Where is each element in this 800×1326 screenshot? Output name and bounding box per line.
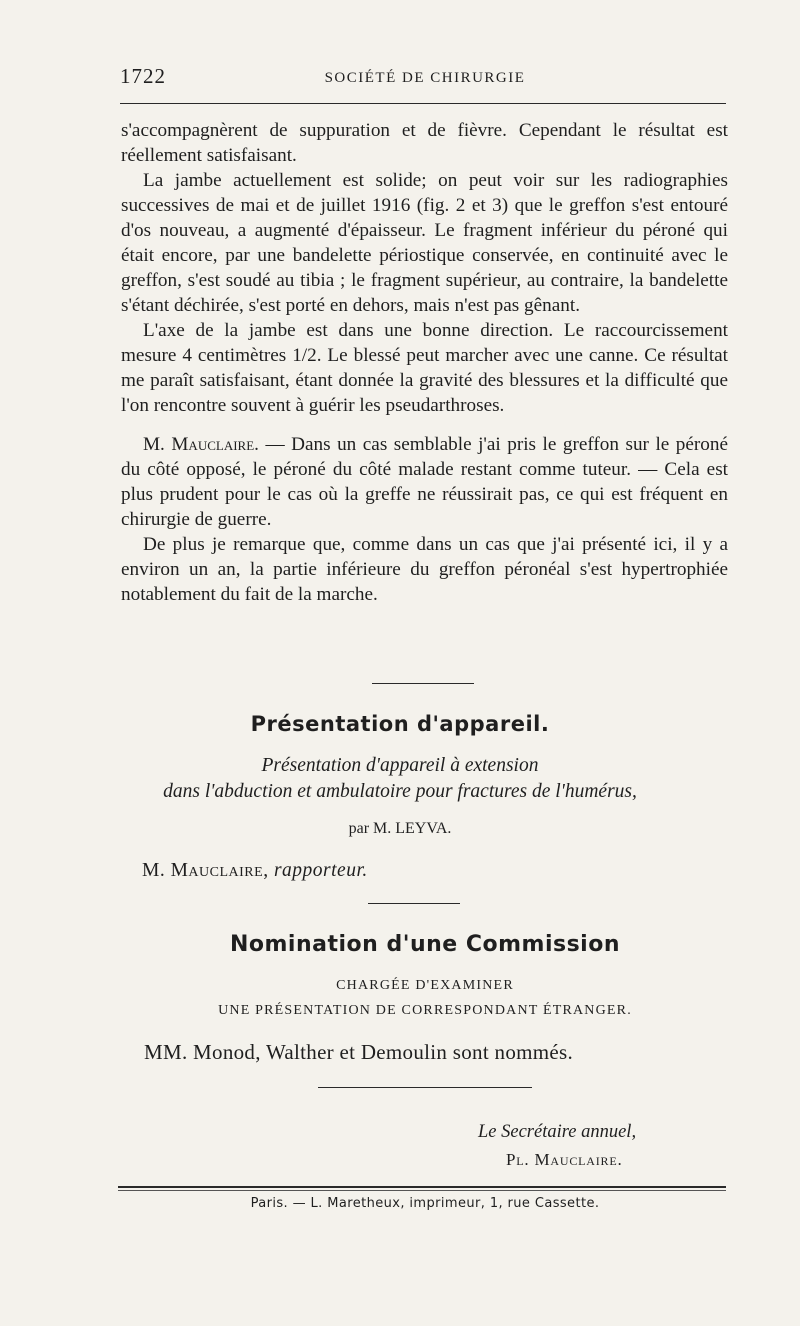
- rapporteur-name: M. Mauclaire,: [142, 860, 269, 881]
- section-divider-2: [368, 903, 460, 904]
- paragraph-4: [121, 432, 728, 532]
- page-header: [120, 64, 730, 94]
- paragraph-5: De plus je remarque que, comme dans un cas que j'ai présenté ici, il y a environ un an, la partie inférieure du greffon péronéal s'est hypertrophiée notablement du fait de la marche.: [121, 534, 728, 605]
- rapporteur-line: [142, 860, 368, 882]
- signature-role: Le Secrétaire annuel,: [478, 1122, 637, 1142]
- paragraph-2: La jambe actuellement est solide; on peut voir sur les radiographies successives de mai et de juillet 1916 (fig. 2 et 3) que le greffon s'est entouré d'os nouveau, a augmenté d'épaisseur. Le fragment inférieur du péroné qui était encore, par une bandelette périostique conservée, en continuité avec le greffon, s'est soudé au tibia ; le fragment supérieur, au contraire, la bandelette s'étant déchirée, s'est porté en dehors, mais n'est pas gênant.: [121, 170, 728, 316]
- footer-rule: [118, 1186, 726, 1188]
- signature-name: Pl. Mauclaire.: [506, 1150, 623, 1169]
- nomination-line-1: CHARGÉE D'EXAMINER: [336, 978, 514, 993]
- page-number: 1722: [120, 64, 166, 88]
- running-title: SOCIÉTÉ DE CHIRURGIE: [324, 70, 526, 86]
- body-text: [121, 118, 728, 607]
- closing-divider: [318, 1087, 532, 1088]
- presentation-subtitle-line-1: Présentation d'appareil à extension: [261, 755, 539, 776]
- paragraph-3: L'axe de la jambe est dans une bonne direction. Le raccourcissement mesure 4 centimètres 1/2. Le blessé peut marcher avec une canne. Ce résultat me paraît satisfaisant, étant donnée la gravité des blessures et la difficulté que l'on rencontre souvent à guérir les pseudarthroses.: [121, 320, 728, 416]
- printer-imprint: Paris. — L. Maretheux, imprimeur, 1, rue Cassette.: [250, 1196, 600, 1211]
- paragraph-4-text: — Dans un cas semblable j'ai pris le greffon sur le péroné du côté opposé, le péroné du côté malade restant comme tuteur. — Cela est plus prudent pour le cas où la greffe ne réussirait pas, ce qui est fréquent en chirurgie de guerre.: [121, 434, 729, 530]
- paragraph-1: s'accompagnèrent de suppuration et de fièvre. Cependant le résultat est réellement satisfaisant.: [121, 120, 728, 166]
- speaker-name: M. Mauclaire.: [143, 434, 259, 455]
- section-divider: [372, 683, 474, 684]
- presentation-author: par M. LEYVA.: [348, 820, 452, 837]
- section-heading-nomination: Nomination d'une Commission: [229, 932, 621, 957]
- rapporteur-role: rapporteur.: [273, 860, 368, 881]
- nomination-line-2: UNE PRÉSENTATION DE CORRESPONDANT ÉTRANGER.: [218, 1003, 632, 1018]
- footer-rule-thin: [118, 1190, 726, 1191]
- presentation-subtitle-line-2: dans l'abduction et ambulatoire pour fractures de l'humérus,: [163, 781, 637, 802]
- header-rule: [120, 103, 726, 104]
- section-heading-presentation: Présentation d'appareil.: [250, 712, 550, 736]
- nomination-members: MM. Monod, Walther et Demoulin sont nommés.: [144, 1040, 574, 1064]
